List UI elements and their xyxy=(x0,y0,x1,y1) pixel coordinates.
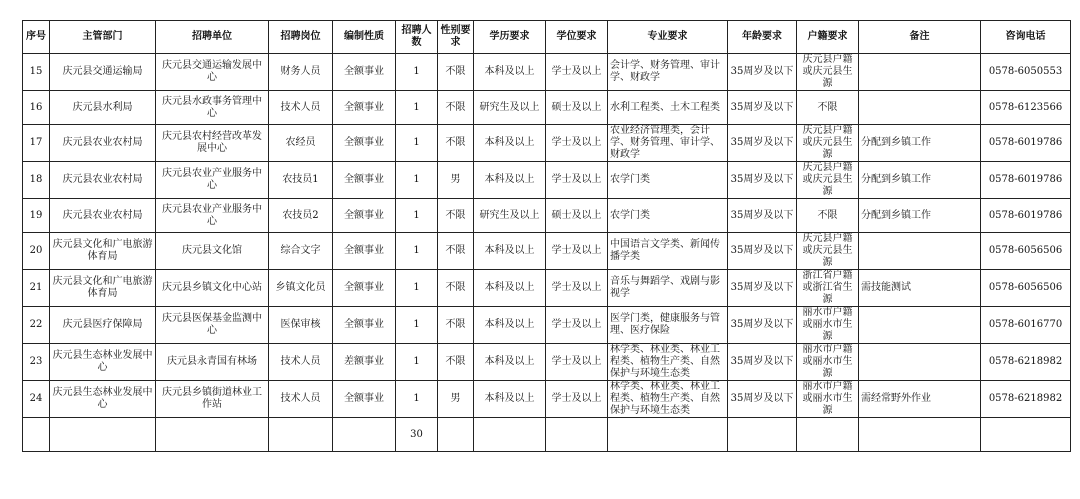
cell-index: 22 xyxy=(23,307,50,344)
cell-department: 庆元县农业农村局 xyxy=(50,125,156,162)
cell-education: 研究生及以上 xyxy=(474,199,546,233)
cell-education: 本科及以上 xyxy=(474,344,546,381)
cell-index: 16 xyxy=(23,91,50,125)
header-residence: 户籍要求 xyxy=(797,21,859,54)
cell-employer: 庆元县交通运输发展中心 xyxy=(156,54,269,91)
cell-position: 综合文字 xyxy=(269,233,333,270)
table-row xyxy=(23,270,1071,307)
cell-position: 医保审核 xyxy=(269,307,333,344)
table-row xyxy=(23,54,1071,91)
cell-age: 35周岁及以下 xyxy=(728,270,797,307)
cell-notes xyxy=(859,344,981,381)
cell-employer: 庆元县乡镇文化中心站 xyxy=(156,270,269,307)
cell-count: 1 xyxy=(396,199,438,233)
cell-education: 本科及以上 xyxy=(474,162,546,199)
cell-residence: 不限 xyxy=(797,199,859,233)
cell-phone: 0578-6218982 xyxy=(981,381,1071,418)
header-phone: 咨询电话 xyxy=(981,21,1071,54)
cell-department: 庆元县医疗保障局 xyxy=(50,307,156,344)
cell-count: 1 xyxy=(396,307,438,344)
cell-major: 水利工程类、土木工程类 xyxy=(608,91,728,125)
cell-age: 35周岁及以下 xyxy=(728,344,797,381)
header-employer: 招聘单位 xyxy=(156,21,269,54)
cell-major: 林学类、林业类、林业工程类、植物生产类、自然保护与环境生态类 xyxy=(608,344,728,381)
cell-department: 庆元县生态林业发展中心 xyxy=(50,381,156,418)
cell-age: 35周岁及以下 xyxy=(728,233,797,270)
table-row xyxy=(23,162,1071,199)
cell-gender: 男 xyxy=(438,162,474,199)
cell-notes xyxy=(859,233,981,270)
cell-major: 农学门类 xyxy=(608,162,728,199)
cell-staffing: 全额事业 xyxy=(333,54,396,91)
cell-degree: 学士及以上 xyxy=(546,233,608,270)
cell-education: 本科及以上 xyxy=(474,270,546,307)
cell-phone: 0578-6218982 xyxy=(981,344,1071,381)
cell-phone: 0578-6056506 xyxy=(981,270,1071,307)
cell-department: 庆元县文化和广电旅游体育局 xyxy=(50,233,156,270)
cell-phone: 0578-6056506 xyxy=(981,233,1071,270)
table-row xyxy=(23,233,1071,270)
cell-education: 本科及以上 xyxy=(474,125,546,162)
header-age: 年龄要求 xyxy=(728,21,797,54)
cell-position: 农技员2 xyxy=(269,199,333,233)
cell-count: 1 xyxy=(396,91,438,125)
header-position: 招聘岗位 xyxy=(269,21,333,54)
cell-employer: 庆元县永青国有林场 xyxy=(156,344,269,381)
cell-education: 本科及以上 xyxy=(474,307,546,344)
cell-age: 35周岁及以下 xyxy=(728,125,797,162)
table-row xyxy=(23,91,1071,125)
cell-education: 研究生及以上 xyxy=(474,91,546,125)
cell-count: 1 xyxy=(396,233,438,270)
cell-staffing: 差额事业 xyxy=(333,344,396,381)
cell-employer: 庆元县农村经营改革发展中心 xyxy=(156,125,269,162)
cell-count: 1 xyxy=(396,344,438,381)
cell-phone: 0578-6016770 xyxy=(981,307,1071,344)
cell-notes: 分配到乡镇工作 xyxy=(859,162,981,199)
cell-notes: 需技能测试 xyxy=(859,270,981,307)
cell-gender: 不限 xyxy=(438,199,474,233)
table-row xyxy=(23,307,1071,344)
header-staffing: 编制性质 xyxy=(333,21,396,54)
cell-staffing: 全额事业 xyxy=(333,91,396,125)
total-count: 30 xyxy=(396,418,438,452)
cell-gender: 不限 xyxy=(438,344,474,381)
cell-index: 23 xyxy=(23,344,50,381)
cell-phone: 0578-6019786 xyxy=(981,162,1071,199)
cell-staffing: 全额事业 xyxy=(333,270,396,307)
cell-residence: 浙江省户籍或浙江省生源 xyxy=(797,270,859,307)
cell-count: 1 xyxy=(396,270,438,307)
cell-employer: 庆元县文化馆 xyxy=(156,233,269,270)
cell-gender: 不限 xyxy=(438,270,474,307)
cell-employer: 庆元县医保基金监测中心 xyxy=(156,307,269,344)
cell-degree: 学士及以上 xyxy=(546,270,608,307)
cell-position: 技术人员 xyxy=(269,381,333,418)
cell-gender: 不限 xyxy=(438,54,474,91)
cell-residence: 丽水市户籍或丽水市生源 xyxy=(797,307,859,344)
cell-department: 庆元县文化和广电旅游体育局 xyxy=(50,270,156,307)
cell-degree: 学士及以上 xyxy=(546,344,608,381)
header-index: 序号 xyxy=(23,21,50,54)
cell-degree: 学士及以上 xyxy=(546,54,608,91)
cell-position: 乡镇文化员 xyxy=(269,270,333,307)
cell-department: 庆元县农业农村局 xyxy=(50,199,156,233)
cell-department: 庆元县农业农村局 xyxy=(50,162,156,199)
cell-department: 庆元县交通运输局 xyxy=(50,54,156,91)
table-row xyxy=(23,199,1071,233)
cell-residence: 庆元县户籍或庆元县生源 xyxy=(797,54,859,91)
cell-phone: 0578-6019786 xyxy=(981,125,1071,162)
cell-major: 医学门类，健康服务与管理、医疗保险 xyxy=(608,307,728,344)
cell-degree: 硕士及以上 xyxy=(546,91,608,125)
cell-staffing: 全额事业 xyxy=(333,381,396,418)
cell-department: 庆元县生态林业发展中心 xyxy=(50,344,156,381)
cell-position: 农经员 xyxy=(269,125,333,162)
cell-employer: 庆元县农业产业服务中心 xyxy=(156,199,269,233)
table-row xyxy=(23,381,1071,418)
cell-index: 15 xyxy=(23,54,50,91)
header-degree: 学位要求 xyxy=(546,21,608,54)
cell-residence: 庆元县户籍或庆元县生源 xyxy=(797,125,859,162)
cell-residence: 丽水市户籍或丽水市生源 xyxy=(797,344,859,381)
cell-gender: 男 xyxy=(438,381,474,418)
cell-employer: 庆元县水政事务管理中心 xyxy=(156,91,269,125)
cell-notes: 分配到乡镇工作 xyxy=(859,199,981,233)
cell-age: 35周岁及以下 xyxy=(728,162,797,199)
cell-residence: 庆元县户籍或庆元县生源 xyxy=(797,233,859,270)
cell-index: 20 xyxy=(23,233,50,270)
cell-phone: 0578-6123566 xyxy=(981,91,1071,125)
cell-degree: 学士及以上 xyxy=(546,307,608,344)
cell-staffing: 全额事业 xyxy=(333,233,396,270)
cell-major: 农业经济管理类，会计学、财务管理、审计学、财政学 xyxy=(608,125,728,162)
cell-count: 1 xyxy=(396,54,438,91)
cell-staffing: 全额事业 xyxy=(333,199,396,233)
cell-education: 本科及以上 xyxy=(474,381,546,418)
cell-degree: 学士及以上 xyxy=(546,381,608,418)
cell-staffing: 全额事业 xyxy=(333,125,396,162)
cell-degree: 学士及以上 xyxy=(546,125,608,162)
cell-major: 音乐与舞蹈学、戏剧与影视学 xyxy=(608,270,728,307)
cell-residence: 丽水市户籍或丽水市生源 xyxy=(797,381,859,418)
cell-education: 本科及以上 xyxy=(474,233,546,270)
cell-major: 中国语言文学类、新闻传播学类 xyxy=(608,233,728,270)
cell-position: 技术人员 xyxy=(269,91,333,125)
header-row xyxy=(23,21,1071,54)
cell-major: 会计学、财务管理、审计学、财政学 xyxy=(608,54,728,91)
cell-notes: 需经常野外作业 xyxy=(859,381,981,418)
cell-age: 35周岁及以下 xyxy=(728,381,797,418)
cell-index: 19 xyxy=(23,199,50,233)
cell-gender: 不限 xyxy=(438,91,474,125)
cell-phone: 0578-6050553 xyxy=(981,54,1071,91)
total-row xyxy=(23,418,1071,452)
cell-residence: 庆元县户籍或庆元县生源 xyxy=(797,162,859,199)
recruitment-table xyxy=(22,20,1071,452)
cell-education: 本科及以上 xyxy=(474,54,546,91)
header-count: 招聘人数 xyxy=(396,21,438,54)
cell-staffing: 全额事业 xyxy=(333,307,396,344)
cell-degree: 学士及以上 xyxy=(546,162,608,199)
cell-count: 1 xyxy=(396,162,438,199)
cell-gender: 不限 xyxy=(438,307,474,344)
header-education: 学历要求 xyxy=(474,21,546,54)
cell-position: 技术人员 xyxy=(269,344,333,381)
header-department: 主管部门 xyxy=(50,21,156,54)
cell-notes xyxy=(859,307,981,344)
cell-age: 35周岁及以下 xyxy=(728,54,797,91)
cell-notes: 分配到乡镇工作 xyxy=(859,125,981,162)
table-row xyxy=(23,125,1071,162)
cell-major: 林学类、林业类、林业工程类、植物生产类、自然保护与环境生态类 xyxy=(608,381,728,418)
cell-gender: 不限 xyxy=(438,125,474,162)
cell-phone: 0578-6019786 xyxy=(981,199,1071,233)
cell-count: 1 xyxy=(396,381,438,418)
cell-staffing: 全额事业 xyxy=(333,162,396,199)
cell-age: 35周岁及以下 xyxy=(728,307,797,344)
cell-gender: 不限 xyxy=(438,233,474,270)
cell-employer: 庆元县乡镇街道林业工作站 xyxy=(156,381,269,418)
cell-position: 财务人员 xyxy=(269,54,333,91)
cell-residence: 不限 xyxy=(797,91,859,125)
cell-degree: 硕士及以上 xyxy=(546,199,608,233)
cell-age: 35周岁及以下 xyxy=(728,199,797,233)
cell-department: 庆元县水利局 xyxy=(50,91,156,125)
cell-count: 1 xyxy=(396,125,438,162)
cell-index: 24 xyxy=(23,381,50,418)
cell-employer: 庆元县农业产业服务中心 xyxy=(156,162,269,199)
cell-major: 农学门类 xyxy=(608,199,728,233)
header-major: 专业要求 xyxy=(608,21,728,54)
cell-notes xyxy=(859,91,981,125)
table-row xyxy=(23,344,1071,381)
cell-notes xyxy=(859,54,981,91)
cell-position: 农技员1 xyxy=(269,162,333,199)
cell-index: 21 xyxy=(23,270,50,307)
header-gender: 性别要求 xyxy=(438,21,474,54)
header-notes: 备注 xyxy=(859,21,981,54)
cell-age: 35周岁及以下 xyxy=(728,91,797,125)
cell-index: 18 xyxy=(23,162,50,199)
cell-index: 17 xyxy=(23,125,50,162)
